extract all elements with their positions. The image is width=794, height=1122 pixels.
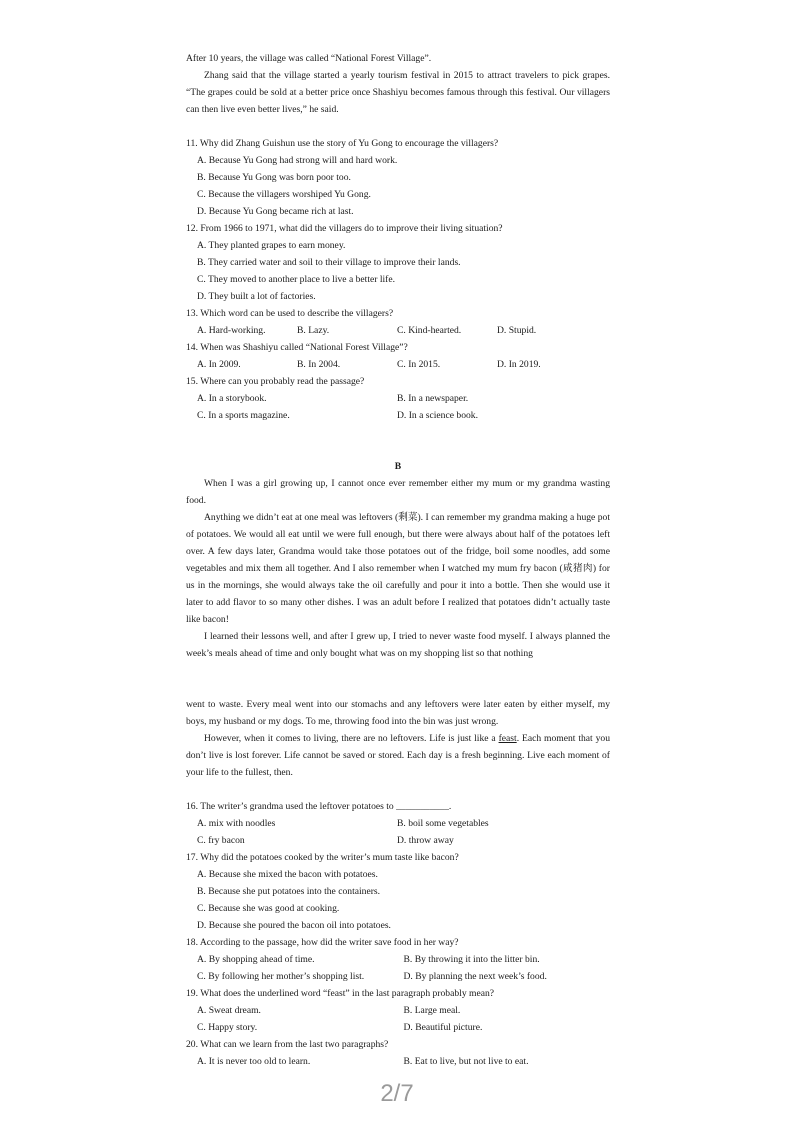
options-19-row1 <box>186 1002 610 1019</box>
passage-a-line: After 10 years, the village was called “National Forest Village”. <box>186 53 432 64</box>
options-18-row1 <box>186 951 610 968</box>
options-15-row1 <box>186 390 610 407</box>
option-17a: A. Because she mixed the bacon with potatoes. <box>197 869 378 880</box>
option-18b: B. By throwing it into the litter bin. <box>403 954 540 965</box>
question-18: 18. According to the passage, how did the writer save food in her way? <box>186 937 459 948</box>
passage-b-paragraph-3-continued: went to waste. Every meal went into our stomachs and any leftovers were later eaten by either myself, my boys, my husband or my dogs. To me, throwing food into the bin was just wrong. <box>186 699 610 727</box>
passage-b-paragraph-2: Anything we didn’t eat at one meal was leftovers (剩菜). I can remember my grandma making a huge pot of potatoes. We would all eat until we were full enough, but there were always about half of the potatoes left over. A few days later, Grandma would take those potatoes out of the fridge, boil some noodles, add some vegetables and mix them all together. And I also remember when I watched my mum fry bacon (咸猪肉) for us in the mornings, she would always take the oil carefully and pour it into a bottle. Then she would use it later to add flavor to so many other dishes. I was an adult before I realized that potatoes didn’t actually taste like bacon! <box>186 512 610 625</box>
page-indicator: 2/7 <box>380 1080 414 1107</box>
option-11b: B. Because Yu Gong was born poor too. <box>197 172 351 183</box>
option-19a: A. Sweat dream. <box>197 1005 261 1016</box>
paragraph-4-start: However, when it comes to living, there are no leftovers. Life is just like a <box>204 733 499 744</box>
option-14d: D. In 2019. <box>497 359 541 370</box>
option-12b: B. They carried water and soil to their village to improve their lands. <box>197 257 461 268</box>
options-13 <box>186 322 610 339</box>
option-17d: D. Because she poured the bacon oil into potatoes. <box>197 920 391 931</box>
option-11a: A. Because Yu Gong had strong will and hard work. <box>197 155 398 166</box>
underlined-word-feast: feast <box>498 733 517 744</box>
options-14 <box>186 356 610 373</box>
option-14c: C. In 2015. <box>397 359 441 370</box>
option-13d: D. Stupid. <box>497 325 537 336</box>
passage-a-paragraph: Zhang said that the village started a yearly tourism festival in 2015 to attract travelers to pick grapes. “The grapes could be sold at a better price once Shashiyu becomes famous through this festival. Our villagers can then live even better lives,” he said. <box>186 70 610 115</box>
option-18d: D. By planning the next week’s food. <box>403 971 547 982</box>
question-12: 12. From 1966 to 1971, what did the villagers do to improve their living situation? <box>186 223 503 234</box>
option-13c: C. Kind-hearted. <box>397 325 462 336</box>
option-15d: D. In a science book. <box>397 410 478 421</box>
option-18a: A. By shopping ahead of time. <box>197 954 315 965</box>
option-11d: D. Because Yu Gong became rich at last. <box>197 206 354 217</box>
option-16a: A. mix with noodles <box>197 818 276 829</box>
question-11: 11. Why did Zhang Guishun use the story of Yu Gong to encourage the villagers? <box>186 138 499 149</box>
option-12d: D. They built a lot of factories. <box>197 291 316 302</box>
question-13: 13. Which word can be used to describe the villagers? <box>186 308 394 319</box>
options-20-row1 <box>186 1053 610 1070</box>
option-17c: C. Because she was good at cooking. <box>197 903 340 914</box>
option-16c: C. fry bacon <box>197 835 245 846</box>
paragraph-4-end: . Each moment that you don’t live is lost forever. Life cannot be saved or stored. Each day is a fresh beginning. Live each moment of your life to the fullest, then. <box>186 733 610 778</box>
option-19d: D. Beautiful picture. <box>403 1022 483 1033</box>
options-15-row2 <box>186 407 610 424</box>
option-15a: A. In a storybook. <box>197 393 267 404</box>
option-16d: D. throw away <box>397 835 454 846</box>
option-18c: C. By following her mother’s shopping list. <box>197 971 365 982</box>
option-11c: C. Because the villagers worshiped Yu Gong. <box>197 189 371 200</box>
question-14: 14. When was Shashiyu called “National Forest Village”? <box>186 342 408 353</box>
options-18-row2 <box>186 968 610 985</box>
question-20: 20. What can we learn from the last two paragraphs? <box>186 1039 389 1050</box>
options-19-row2 <box>186 1019 610 1036</box>
section-b-title: B <box>394 461 402 472</box>
document-page <box>186 50 610 1070</box>
option-20b: B. Eat to live, but not live to eat. <box>403 1056 529 1067</box>
option-15b: B. In a newspaper. <box>397 393 469 404</box>
option-19b: B. Large meal. <box>403 1005 461 1016</box>
option-17b: B. Because she put potatoes into the containers. <box>197 886 381 897</box>
option-13b: B. Lazy. <box>297 325 330 336</box>
option-14a: A. In 2009. <box>197 359 241 370</box>
question-19: 19. What does the underlined word “feast” in the last paragraph probably mean? <box>186 988 495 999</box>
option-12a: A. They planted grapes to earn money. <box>197 240 346 251</box>
passage-b-paragraph-4 <box>186 730 610 781</box>
option-14b: B. In 2004. <box>297 359 341 370</box>
option-13a: A. Hard-working. <box>197 325 266 336</box>
option-16b: B. boil some vegetables <box>397 818 489 829</box>
option-12c: C. They moved to another place to live a better life. <box>197 274 396 285</box>
passage-b-paragraph-1: When I was a girl growing up, I cannot once ever remember either my mum or my grandma wasting food. <box>186 478 610 506</box>
options-16-row1 <box>186 815 610 832</box>
options-16-row2 <box>186 832 610 849</box>
passage-b-paragraph-3: I learned their lessons well, and after I grew up, I tried to never waste food myself. I always planned the week’s meals ahead of time and only bought what was on my shopping list so that nothing <box>186 631 610 659</box>
option-15c: C. In a sports magazine. <box>197 410 290 421</box>
question-15: 15. Where can you probably read the passage? <box>186 376 365 387</box>
option-20a: A. It is never too old to learn. <box>197 1056 311 1067</box>
question-16: 16. The writer’s grandma used the leftover potatoes to ___________. <box>186 801 452 812</box>
option-19c: C. Happy story. <box>197 1022 258 1033</box>
question-17: 17. Why did the potatoes cooked by the writer’s mum taste like bacon? <box>186 852 459 863</box>
